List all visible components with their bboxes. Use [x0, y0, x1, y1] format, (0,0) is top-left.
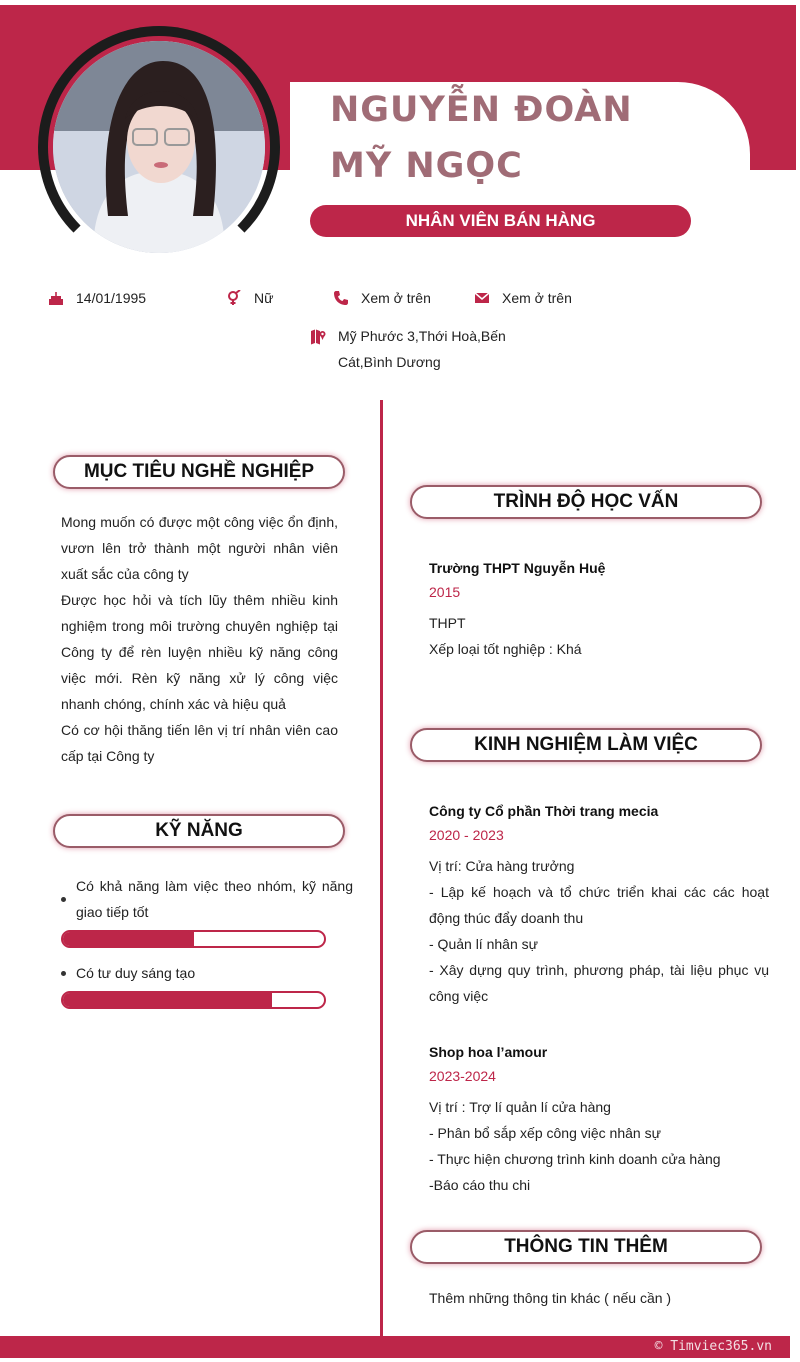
watermark: © Timviec365.vn: [654, 1339, 772, 1354]
email-value: Xem ở trên: [502, 290, 572, 306]
gender-row: [226, 290, 273, 306]
objective-text: [61, 509, 338, 769]
education-year: 2015: [429, 584, 461, 600]
education-title: TRÌNH ĐỘ HỌC VẤN: [410, 485, 762, 519]
skills-title: KỸ NĂNG: [53, 814, 345, 848]
birthday-row: [48, 290, 146, 306]
education-details: THPT Xếp loại tốt nghiệp : Khá: [429, 615, 582, 657]
gender-icon: [226, 290, 242, 306]
job-period: 2023-2024: [429, 1068, 496, 1084]
objective-title: MỤC TIÊU NGHỀ NGHIỆP: [53, 455, 345, 489]
additional-info-title: THÔNG TIN THÊM: [410, 1230, 762, 1264]
cake-icon: [48, 290, 64, 306]
address-row: [310, 323, 510, 375]
mail-icon: [474, 290, 490, 306]
skill-label: Có tư duy sáng tạo: [76, 965, 196, 981]
company-name: Công ty Cổ phần Thời trang mecia: [429, 803, 659, 819]
job-title-badge: NHÂN VIÊN BÁN HÀNG: [310, 205, 691, 237]
gender-value: Nữ: [254, 290, 274, 306]
objective-line: Có cơ hội thăng tiến lên vị trí nhân viên cao cấp tại Công ty: [61, 722, 338, 764]
column-divider: [380, 400, 383, 1340]
job-details: Vị trí: Cửa hàng trưởng - Lập kế hoạch và tổ chức triển khai các các hoạt động thúc đẩy doanh thu - Quản lí nhân sự - Xây dựng quy trình, phương pháp, tài liệu phục vụ công việc: [429, 858, 769, 1004]
skill-level-bar: [61, 991, 326, 1009]
avatar-photo: [53, 41, 265, 253]
address-value: Mỹ Phước 3,Thới Hoà,Bến Cát,Bình Dương: [338, 328, 506, 370]
skill-label: Có khả năng làm việc theo nhóm, kỹ năng giao tiếp tốt: [76, 878, 353, 920]
experience-title: KINH NGHIỆM LÀM VIỆC: [410, 728, 762, 762]
skill-item: [61, 873, 353, 925]
skill-level-bar: [61, 930, 326, 948]
objective-line: Được học hỏi và tích lũy thêm nhiều kinh nghiệm trong môi trường chuyên nghiệp tại Công ty để rèn luyện nhiều kỹ năng công việc mới. Rèn kỹ năng xử lý công việc nhanh chóng, chính xác và hiệu quả: [61, 592, 338, 712]
job-period: 2020 - 2023: [429, 827, 504, 843]
email-row: [474, 290, 572, 306]
school-name: Trường THPT Nguyễn Huệ: [429, 560, 606, 576]
job-details: Vị trí : Trợ lí quản lí cửa hàng - Phân bổ sắp xếp công việc nhân sự - Thực hiện chương trình kinh doanh cửa hàng -Báo cáo thu chi: [429, 1099, 721, 1193]
candidate-name: NGUYỄN ĐOÀN MỸ NGỌC: [330, 90, 633, 186]
skill-item: [61, 960, 353, 986]
additional-info-text: Thêm những thông tin khác ( nếu cần ): [429, 1290, 672, 1306]
map-pin-icon: [310, 327, 326, 353]
phone-value: Xem ở trên: [361, 290, 431, 306]
skill-level-fill: [63, 993, 272, 1007]
skill-level-fill: [63, 932, 194, 946]
footer-band: [0, 1336, 790, 1358]
phone-row: [333, 290, 431, 306]
objective-line: Mong muốn có được một công việc ổn định, vươn lên trở thành một người nhân viên xuất sắc của công ty: [61, 514, 338, 582]
company-name: Shop hoa l’amour: [429, 1044, 548, 1060]
avatar: [53, 41, 265, 253]
phone-icon: [333, 290, 349, 306]
birthday-value: 14/01/1995: [76, 290, 147, 306]
